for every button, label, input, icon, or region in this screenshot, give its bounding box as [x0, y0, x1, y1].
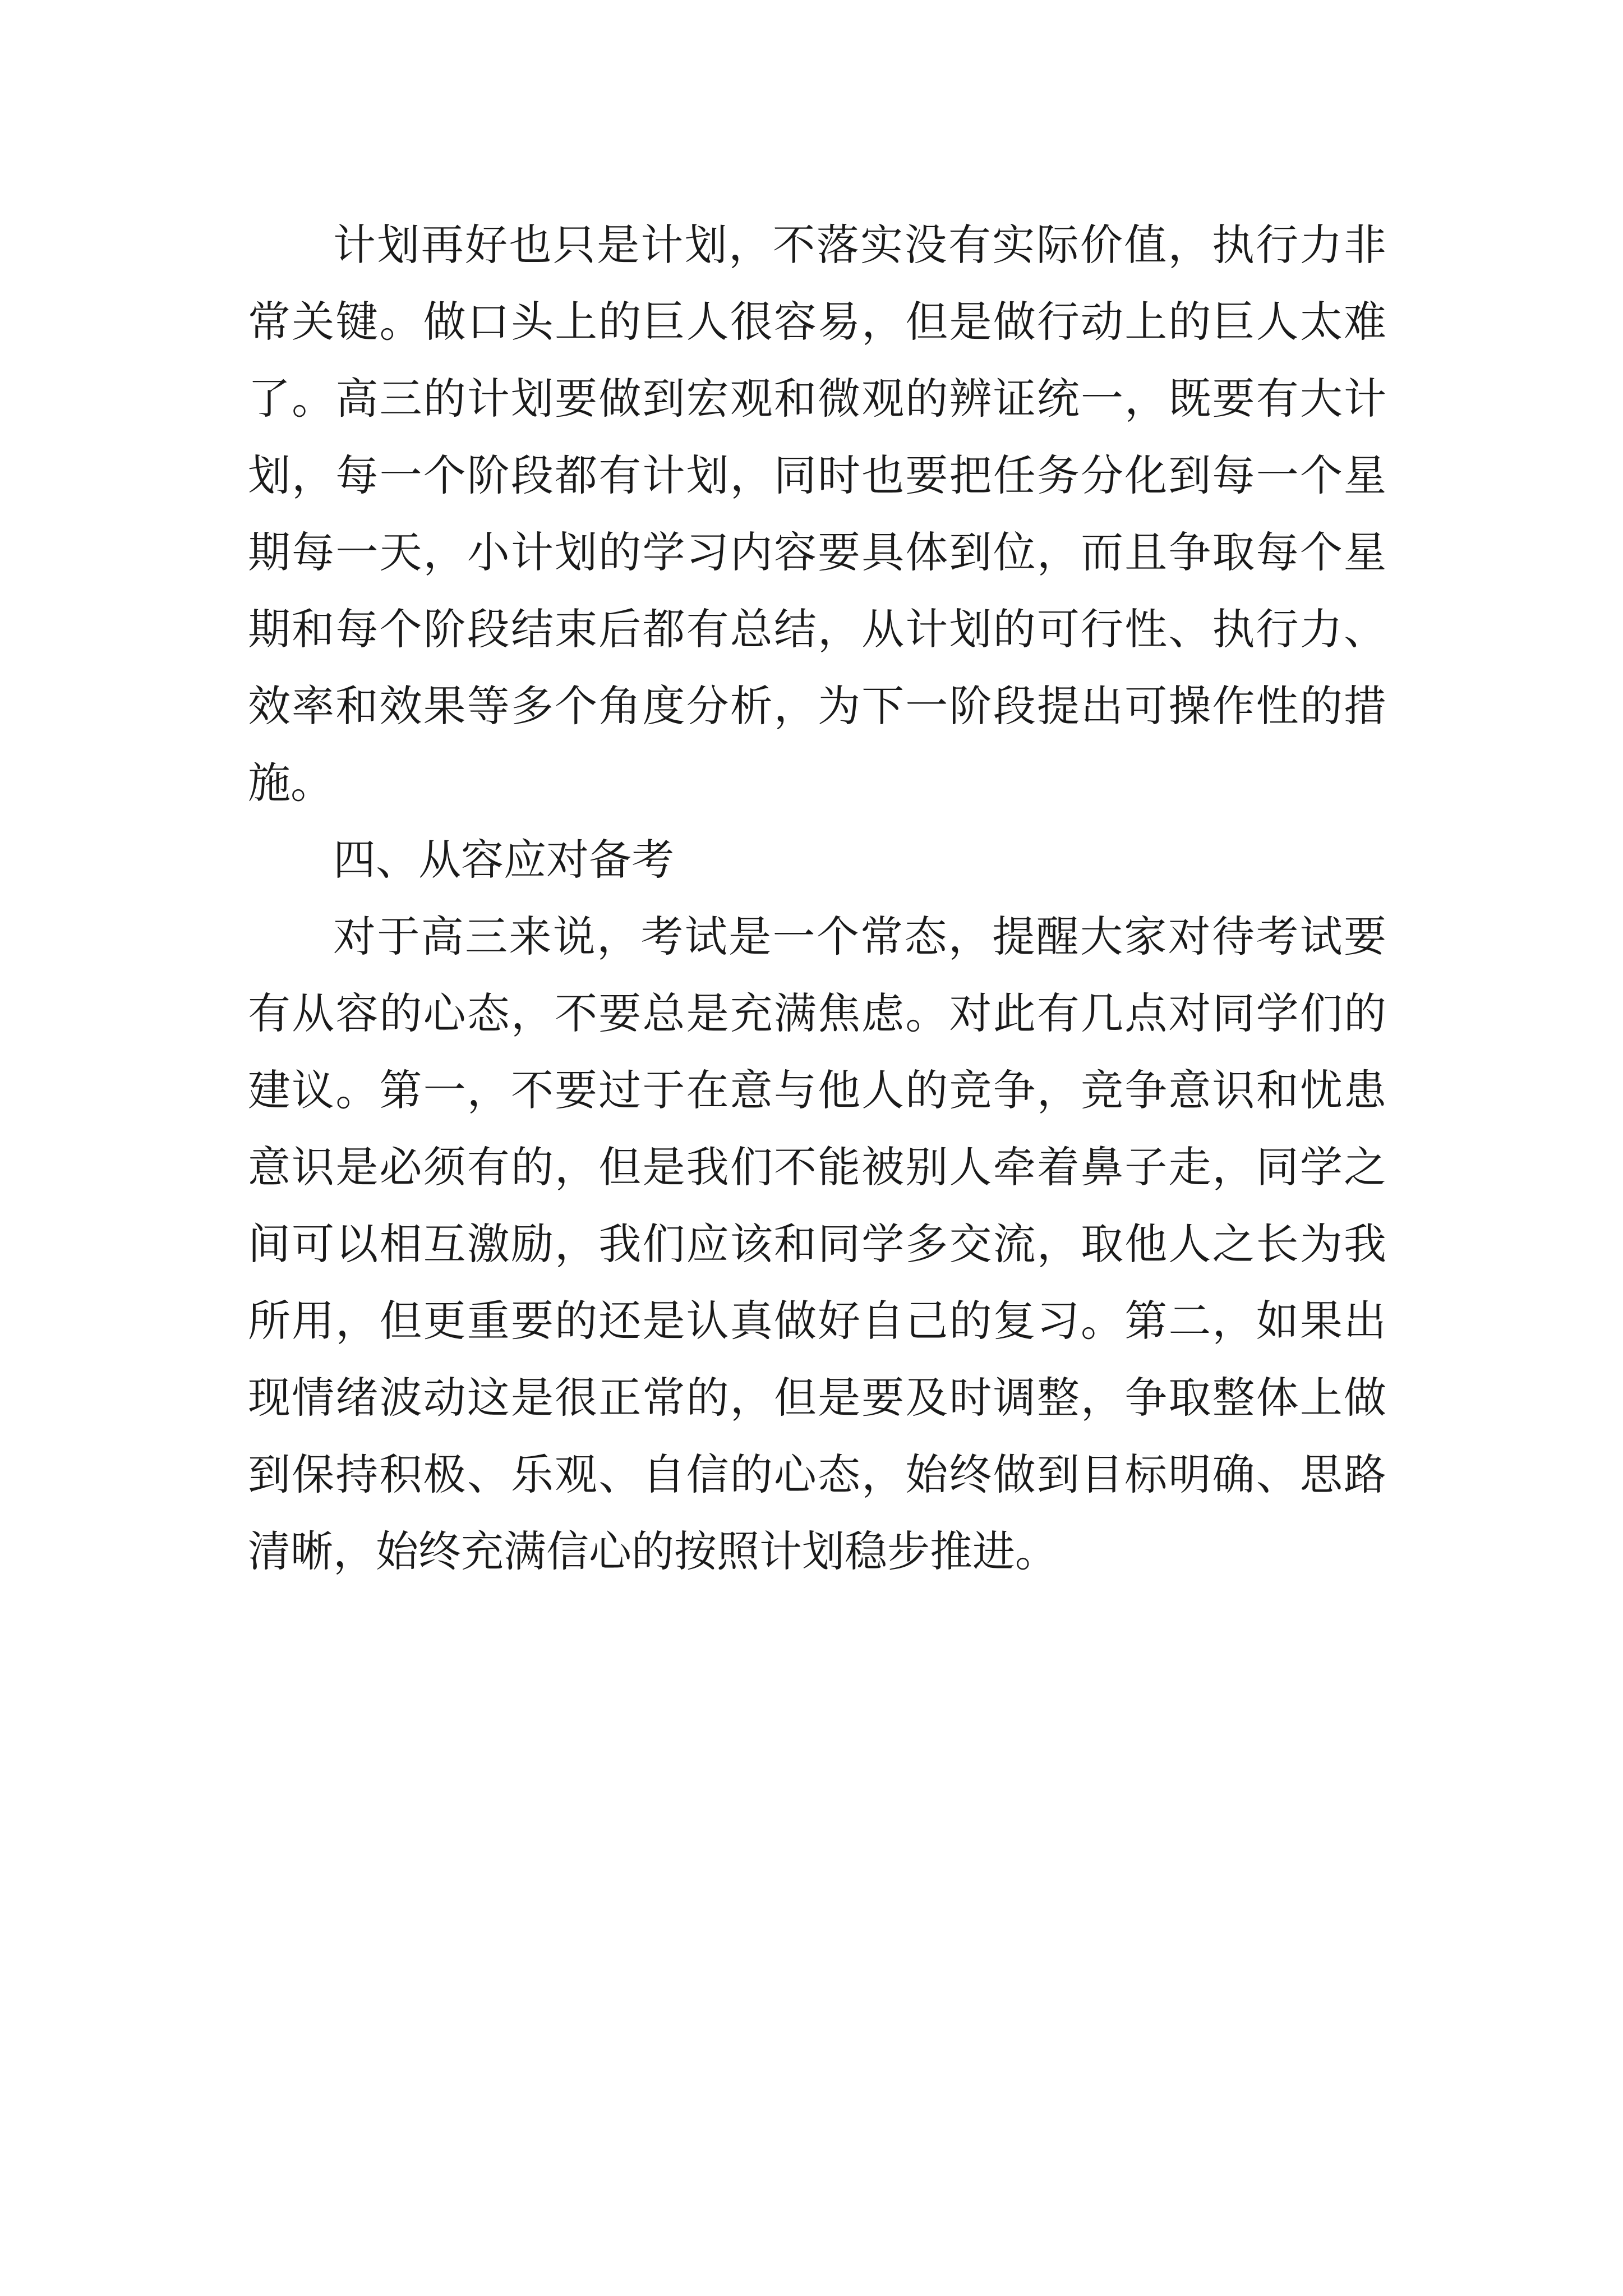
paragraph-exam-attitude: 对于高三来说，考试是一个常态，提醒大家对待考试要有从容的心态，不要总是充满焦虑。对此有几点对同学们的建议。第一，不要过于在意与他人的竞争，竞争意识和忧患意识是必须有的，但是我们不能被别人牵着鼻子走，同学之间可以相互激励，我们应该和同学多交流，取他人之长为我所用，但更重要的还是认真做好自己的复习。第二，如果出现情绪波动这是很正常的，但是要及时调整，争取整体上做到保持积极、乐观、自信的心态，始终做到目标明确、思路清晰，始终充满信心的按照计划稳步推进。 — [248, 912, 1386, 1576]
paragraph-plan-execution: 计划再好也只是计划，不落实没有实际价值，执行力非常关键。做口头上的巨人很容易，但是做行动上的巨人太难了。高三的计划要做到宏观和微观的辨证统一，既要有大计划，每一个阶段都有计划，同时也要把任务分化到每一个星期每一天，小计划的学习内容要具体到位，而且争取每个星期和每个阶段结束后都有总结，从计划的可行性、执行力、效率和效果等多个角度分析，为下一阶段提出可操作性的措施。 — [248, 220, 1386, 808]
section-heading: 四、从容应对备考 — [333, 835, 674, 885]
document-body — [248, 206, 1386, 1590]
